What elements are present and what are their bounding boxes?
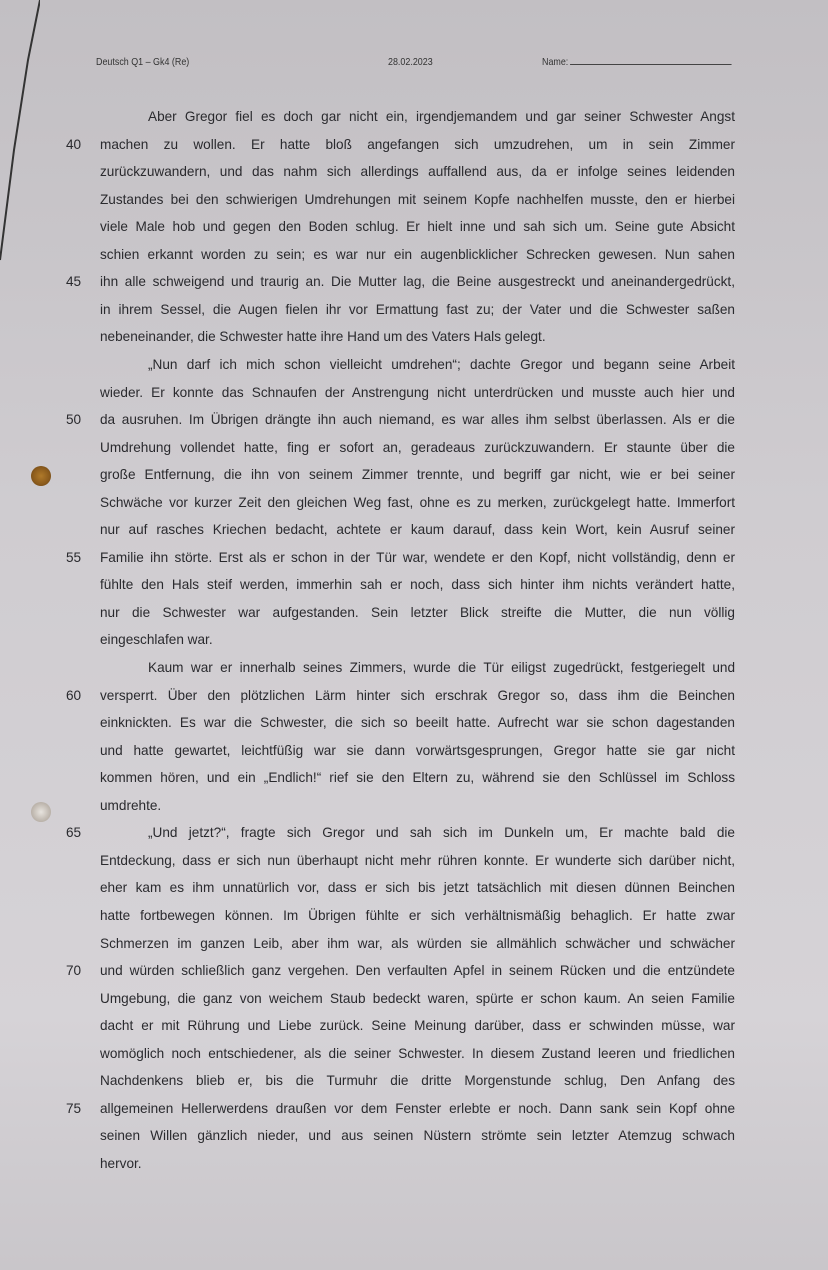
line-number: 45 <box>66 274 82 290</box>
text-line-content: große Entfernung, die ihn von seinem Zimmer trennte, und begriff gar nicht, wie er bei seiner <box>100 467 735 483</box>
text-line <box>100 604 735 622</box>
text-line <box>100 769 735 787</box>
line-number: 60 <box>66 687 82 703</box>
text-line <box>100 714 735 732</box>
line-number: 75 <box>66 1100 82 1116</box>
text-line-content: hatte fortbewegen können. Im Übrigen fühlte er sich verhältnismäßig behaglich. Er hatte zwar <box>100 907 735 923</box>
text-line <box>100 521 735 539</box>
text-line <box>100 301 735 319</box>
text-line-content: eher kam es ihm unnatürlich vor, dass er sich bis jetzt tatsächlich mit diesen dünnen Beinchen <box>100 880 735 896</box>
text-line-content: in ihrem Sessel, die Augen fielen ihr vor Ermattung fast zu; der Vater und die Schwester saßen <box>100 301 735 317</box>
text-line-content: umdrehte. <box>100 797 162 813</box>
line-number: 40 <box>66 136 82 152</box>
text-line <box>100 935 735 953</box>
text-line <box>100 631 735 649</box>
text-line <box>100 1127 735 1145</box>
text-line-content: Aber Gregor fiel es doch gar nicht ein, irgendjemandem und gar seiner Schwester Angst <box>148 109 735 124</box>
text-line-content: nur die Schwester war aufgestanden. Sein letzter Blick streifte die Mutter, die nun völlig <box>100 604 735 620</box>
text-line <box>100 328 735 346</box>
text-line <box>100 549 735 567</box>
text-line <box>100 1045 735 1063</box>
text-line <box>100 687 735 705</box>
text-line-content: Umdrehung vollendet hatte, fing er sofort an, geradeaus zurückzuwandern. Er staunte über die <box>100 439 735 455</box>
text-line <box>100 191 735 209</box>
text-line-content: Zustandes bei den schwierigen Umdrehungen mit seinem Kopfe nachhelfen musste, den er hierbei <box>100 191 735 207</box>
text-line-content: „Nun darf ich mich schon vielleicht umdrehen“; dachte Gregor und begann seine Arbeit <box>148 356 735 372</box>
text-line <box>100 411 735 429</box>
text-line-content: schien erkannt worden zu sein; es war nur ein augenblicklicher Schrecken gewesen. Nun sahen <box>100 246 735 262</box>
text-line-content: viele Male hob und gegen den Boden schlug. Er hielt inne und sah sich um. Seine gute Absicht <box>100 219 735 235</box>
header-date: 28.02.2023 <box>388 56 433 68</box>
text-line-content: und hatte gewartet, leichtfüßig war sie dann vorwärtsgesprungen, Gregor hatte sie gar nicht <box>100 742 735 758</box>
text-line-content: einknickten. Es war die Schwester, die sich so beeilt hatte. Aufrecht war sie schon dagestanden <box>100 715 735 731</box>
punch-hole-top <box>31 466 51 486</box>
text-line-content: kommen hören, und ein „Endlich!“ rief sie den Eltern zu, während sie den Schlüssel im Schloss <box>100 770 735 786</box>
text-line-content: hervor. <box>100 1155 142 1171</box>
name-label: Name: <box>542 56 569 68</box>
text-line <box>100 218 735 236</box>
text-line <box>100 907 735 925</box>
text-line <box>100 742 735 760</box>
text-line <box>100 1100 735 1118</box>
text-line-content: Kaum war er innerhalb seines Zimmers, wurde die Tür eiligst zugedrückt, festgeriegelt und <box>148 660 735 675</box>
text-line-content: da ausruhen. Im Übrigen drängte ihn auch niemand, es war alles ihm selbst überlassen. Als er die <box>100 412 735 428</box>
text-line <box>100 879 735 897</box>
text-line <box>148 824 735 842</box>
text-line-content: zurückzuwandern, und das nahm sich allerdings auffallend aus, da er infolge seines leidenden <box>100 164 735 180</box>
text-line <box>100 1072 735 1090</box>
line-number: 65 <box>66 825 82 841</box>
name-blank-line <box>570 64 732 65</box>
text-line-content: womöglich noch entschiedener, als die seiner Schwester. In diesem Zustand leeren und friedlichen <box>100 1045 735 1061</box>
text-line <box>100 962 735 980</box>
text-line <box>100 576 735 594</box>
text-line <box>100 494 735 512</box>
text-line <box>148 356 735 374</box>
text-line-content: eingeschlafen war. <box>100 632 213 648</box>
text-line-content: „Und jetzt?“, fragte sich Gregor und sah sich im Dunkeln um, Er machte bald die <box>148 825 735 841</box>
text-line-content: und würden schließlich ganz vergehen. Den verfaulten Apfel in seinem Rücken und die entzündete <box>100 963 735 979</box>
text-line-content: ihn alle schweigend und traurig an. Die Mutter lag, die Beine ausgestreckt und aneinandergedrückt, <box>100 274 735 290</box>
punch-hole-bottom <box>31 802 51 822</box>
line-number: 50 <box>66 412 82 428</box>
text-line-content: versperrt. Über den plötzlichen Lärm hinter sich erschrak Gregor so, dass ihm die Beinchen <box>100 687 735 703</box>
text-line <box>100 797 735 815</box>
header-name-field <box>542 56 731 68</box>
page-edge-shadow <box>0 0 40 300</box>
text-line-content: Schwäche vor kurzer Zeit den gleichen Weg fast, ohne es zu merken, zurückgelegt hatte. Immerfort <box>100 494 735 510</box>
text-line <box>100 136 735 154</box>
text-line <box>100 384 735 402</box>
text-line-content: Schmerzen im ganzen Leib, aber ihm war, als würden sie allmählich schwächer und schwächer <box>100 935 735 951</box>
text-line-content: machen zu wollen. Er hatte bloß angefangen sich umzudrehen, um in sein Zimmer <box>100 136 735 152</box>
text-line <box>100 1017 735 1035</box>
line-number: 55 <box>66 549 82 565</box>
text-line-content: wieder. Er konnte das Schnaufen der Anstrengung nicht unterdrücken und musste auch hier und <box>100 384 735 400</box>
text-line <box>100 246 735 264</box>
text-line-content: allgemeinen Hellerwerdens draußen vor dem Fenster erlebte er noch. Dann sank sein Kopf ohne <box>100 1100 735 1116</box>
text-line <box>100 439 735 457</box>
text-line-content: fühlte den Hals steif werden, immerhin sah er noch, dass sich hinter ihm nichts verändert hatte, <box>100 577 735 593</box>
text-line-content: nebeneinander, die Schwester hatte ihre Hand um des Vaters Hals gelegt. <box>100 329 546 345</box>
text-line-content: seinen Willen gänzlich nieder, und aus seinen Nüstern strömte sein letzter Atemzug schwach <box>100 1128 735 1144</box>
text-line-content: Entdeckung, dass er sich nun überhaupt nicht mehr rühren konnte. Er wunderte sich darüber nicht, <box>100 852 735 868</box>
text-line-content: Umgebung, die ganz von weichem Staub bedeckt waren, spürte er schon kaum. An seien Familie <box>100 990 735 1006</box>
text-line <box>100 1155 735 1173</box>
text-line <box>148 659 735 677</box>
text-line <box>148 108 735 126</box>
text-line <box>100 273 735 291</box>
text-line-content: dacht er mit Rührung und Liebe zurück. Seine Meinung darüber, dass er schwinden müsse, war <box>100 1018 735 1034</box>
text-line <box>100 466 735 484</box>
header-course: Deutsch Q1 – Gk4 (Re) <box>96 56 190 68</box>
text-line-content: Familie ihn störte. Erst als er schon in der Tür war, wendete er den Kopf, nicht vollständig, denn er <box>100 549 735 565</box>
text-line <box>100 852 735 870</box>
text-line-content: Nachdenkens blieb er, bis die Turmuhr die dritte Morgenstunde schlug, Den Anfang des <box>100 1073 735 1089</box>
text-line-content: nur auf rasches Kriechen bedacht, achtete er kaum darauf, dass kein Wort, kein Ausruf seiner <box>100 522 735 538</box>
text-line <box>100 163 735 181</box>
line-number: 70 <box>66 963 82 979</box>
text-line <box>100 990 735 1008</box>
